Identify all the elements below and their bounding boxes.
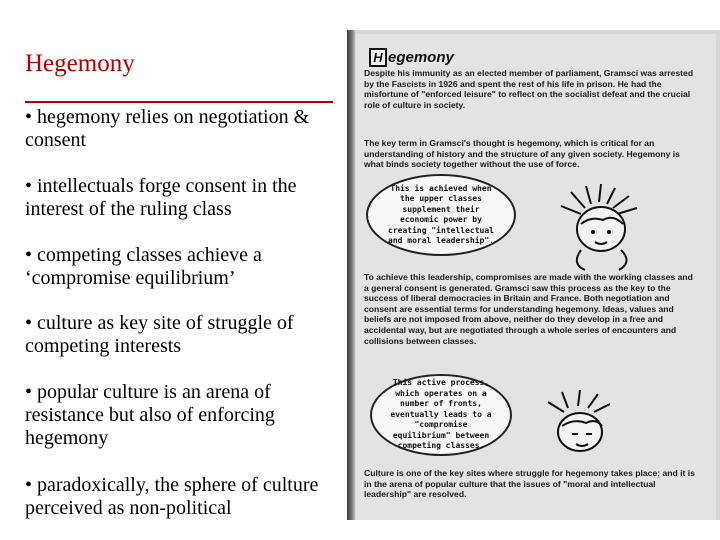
- scan-paragraph-1: Despite his immunity as an elected member of parliament, Gramsci was arrested by the Fascists in 1926 and spent the rest of his life in prison. He had the misfortune of "enforced leisure" to reflect on the socialist defeat and the crucial role of culture in society.: [364, 68, 694, 110]
- bullet-3: • competing classes achieve a ‘compromise equilibrium’: [25, 244, 262, 289]
- page-shadow-edge: [347, 30, 355, 520]
- scanned-book-page: [347, 30, 720, 520]
- scan-heading-initial: H: [369, 48, 387, 67]
- scan-paragraph-3: To achieve this leadership, compromises are made with the working classes and a general consent is generated. Gramsci saw this process as the key to the success of liberal democracies in Britain and France. Both negotiation and consent are essential terms for understanding hegemony. Ideas, values and beliefs are not imposed from above, neither do they develop in a free and accidental way, but are negotiated through a whole series of encounters and collisions between classes.: [364, 272, 693, 346]
- bullet-6: • paradoxically, the sphere of culture perceived as non-political: [25, 474, 319, 519]
- cartoon-figure-1-icon: [551, 184, 661, 274]
- slide-title: Hegemony: [25, 50, 135, 77]
- speech-bubble-1: This is achieved when the upper classes supplement their economic power by creating "intellectual and moral leadership".: [366, 174, 516, 256]
- bullet-2: • intellectuals forge consent in the interest of the ruling class: [25, 175, 297, 220]
- cartoon-figure-2-icon: [538, 390, 628, 465]
- scan-paragraph-4: Culture is one of the key sites where struggle for hegemony takes place; and it is in the arena of popular culture that the issues of "moral and intellectual leadership" are resolved.: [364, 468, 695, 500]
- bullet-5: • popular culture is an arena of resistance but also of enforcing hegemony: [25, 381, 275, 449]
- speech-bubble-2: This active process, which operates on a number of fronts, eventually leads to a "compromise equilibrium" between competing classes.: [370, 374, 512, 456]
- scan-heading-text: egemony: [388, 49, 454, 66]
- scanned-page-body: [356, 34, 716, 520]
- title-underline: [25, 101, 333, 103]
- scan-heading: [369, 48, 454, 67]
- scan-paragraph-2: The key term in Gramsci's thought is hegemony, which is critical for an understanding of history and the structure of any given society. Hegemony is what binds society together without the use of force.: [364, 138, 680, 170]
- bullet-4: • culture as key site of struggle of competing interests: [25, 312, 294, 357]
- bullet-1: • hegemony relies on negotiation & consent: [25, 106, 310, 151]
